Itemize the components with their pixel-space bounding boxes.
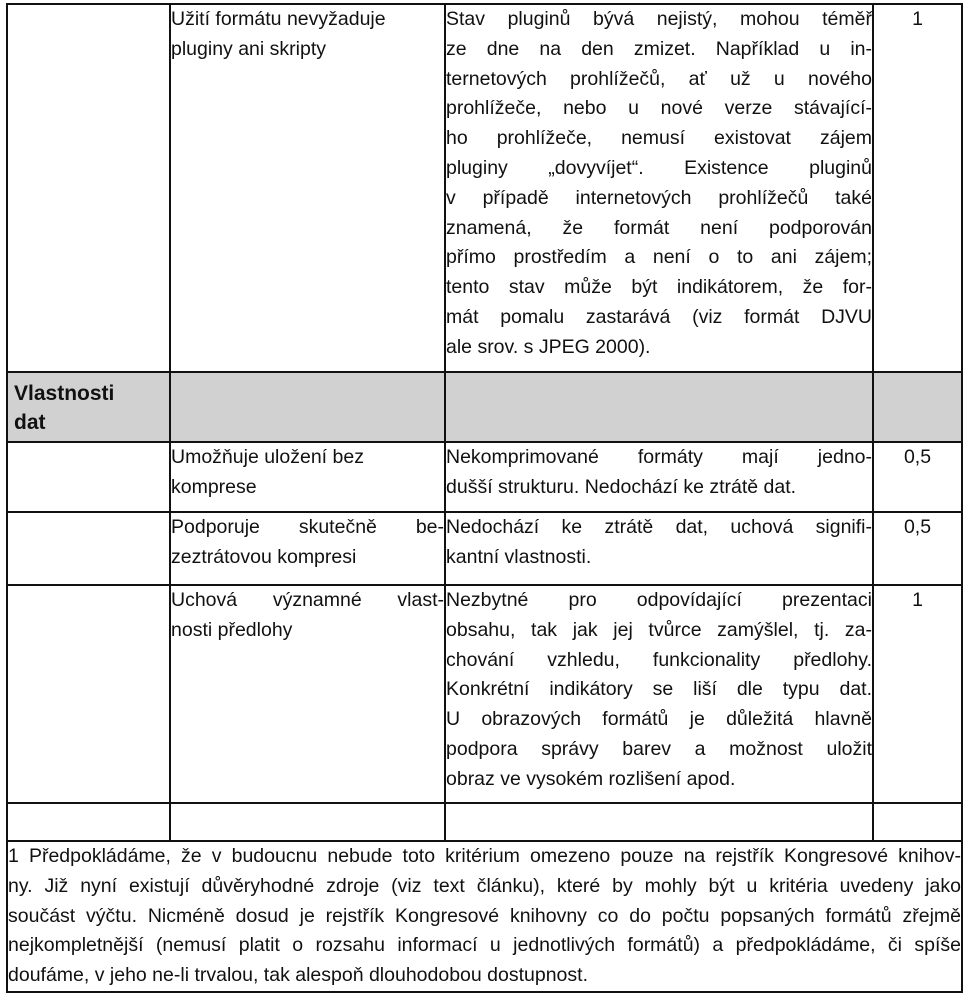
section-title-cell [7,372,170,442]
description-line: přímo prostředím a není o to ani zájem; [446,246,872,269]
description-line: ze dne na den zmizet. Například u in- [446,37,872,60]
table-row [7,442,962,512]
criterion-cell [170,585,445,803]
description-line: kantní vlastnosti. [446,545,592,568]
criterion-line: nosti předlohy [171,618,293,641]
footnote-line: ny. Již nyní existují důvěryhodné zdroje (viz text článku), které by mohly být u kritéria uvedeny jako [8,874,961,897]
empty-cell [170,803,445,841]
description-line: ternetových prohlížečů, ať už u nového [446,67,872,90]
description-line: Konkrétní indikátory se liší dle typu dat. [446,678,872,701]
section-header-row [7,372,962,442]
criteria-table [6,3,963,993]
description-line: ho prohlížeče, nemusí existovat zájem [446,127,872,150]
empty-row [7,803,962,841]
criterion-cell [170,512,445,585]
description-line: U obrazových formátů je důležitá hlavně [446,708,872,731]
category-cell [7,442,170,512]
description-line: Nekomprimované formáty mají jedno- [446,446,872,468]
criterion-line: zeztrátovou kompresi [171,545,357,568]
description-line: podpora správy barev a možnost uložit [446,737,872,760]
footnote [7,841,962,992]
criterion-line: Uchová významné vlast- [171,589,444,611]
criterion-line: komprese [171,475,257,498]
footnote-row [7,841,962,992]
score-cell: 0,5 [873,512,962,585]
description-line: pluginy „dovyvíjet“. Existence pluginů [446,156,872,179]
description-line: Nezbytné pro odpovídající prezentaci [446,589,872,611]
description-line: ale srov. s JPEG 2000). [446,335,651,358]
empty-cell [445,803,873,841]
description-line: prohlížeče, nebo u nové verze stávající- [446,97,872,120]
description-line: znamená, že formát není podporován [446,216,872,239]
score-cell: 1 [873,585,962,803]
category-cell [7,4,170,372]
criterion-line: Umožňuje uložení bez [171,446,364,468]
score-cell: 0,5 [873,442,962,512]
description-cell [445,585,873,803]
empty-cell [873,803,962,841]
description-line: v případě internetových prohlížečů také [446,186,872,209]
section-empty-cell [170,372,445,442]
criterion-cell [170,4,445,372]
description-line: tento stav může být indikátorem, že for- [446,276,872,299]
criterion-line: pluginy ani skripty [171,37,326,60]
table-row [7,585,962,803]
footnote-line: 1 Předpokládáme, že v budoucnu nebude toto kritérium omezeno pouze na rejstřík Kongresové knihov- [8,845,961,867]
description-line: obraz ve vysokém rozlišení apod. [446,767,736,790]
criterion-line: Užití formátu nevyžaduje [171,8,386,30]
criterion-line: Podporuje skutečně be- [171,516,444,538]
description-line: chování vzhledu, funkcionality předlohy. [446,648,872,671]
empty-cell [7,803,170,841]
category-cell [7,512,170,585]
score-cell: 1 [873,4,962,372]
criterion-cell [170,442,445,512]
category-cell [7,585,170,803]
table-row [7,512,962,585]
section-title: Vlastnosti dat [14,382,115,434]
description-line: obsahu, tak jak jej tvůrce zamýšlel, tj. za- [446,618,872,641]
section-empty-cell [873,372,962,442]
description-cell [445,512,873,585]
footnote-line: doufáme, v jeho ne-li trvalou, tak alespoň dlouhodobou dostupnost. [8,964,588,987]
table-row [7,4,962,372]
description-line: dušší strukturu. Nedochází ke ztrátě dat. [446,475,797,498]
footnote-line: nejkompletnější (nemusí platit o rozsahu informací u jednotlivých formátů) a předpokládáme, či spíše [8,934,961,957]
section-empty-cell [445,372,873,442]
description-cell [445,442,873,512]
description-line: mát pomalu zastarává (viz formát DJVU [446,305,872,328]
description-line: Nedochází ke ztrátě dat, uchová signifi- [446,516,872,538]
footnote-line: součást výčtu. Nicméně dosud je rejstřík Kongresové knihovny co do počtu popsaných formátů zřejmě [8,904,961,927]
description-line: Stav pluginů bývá nejistý, mohou téměř [446,8,872,30]
description-cell [445,4,873,372]
